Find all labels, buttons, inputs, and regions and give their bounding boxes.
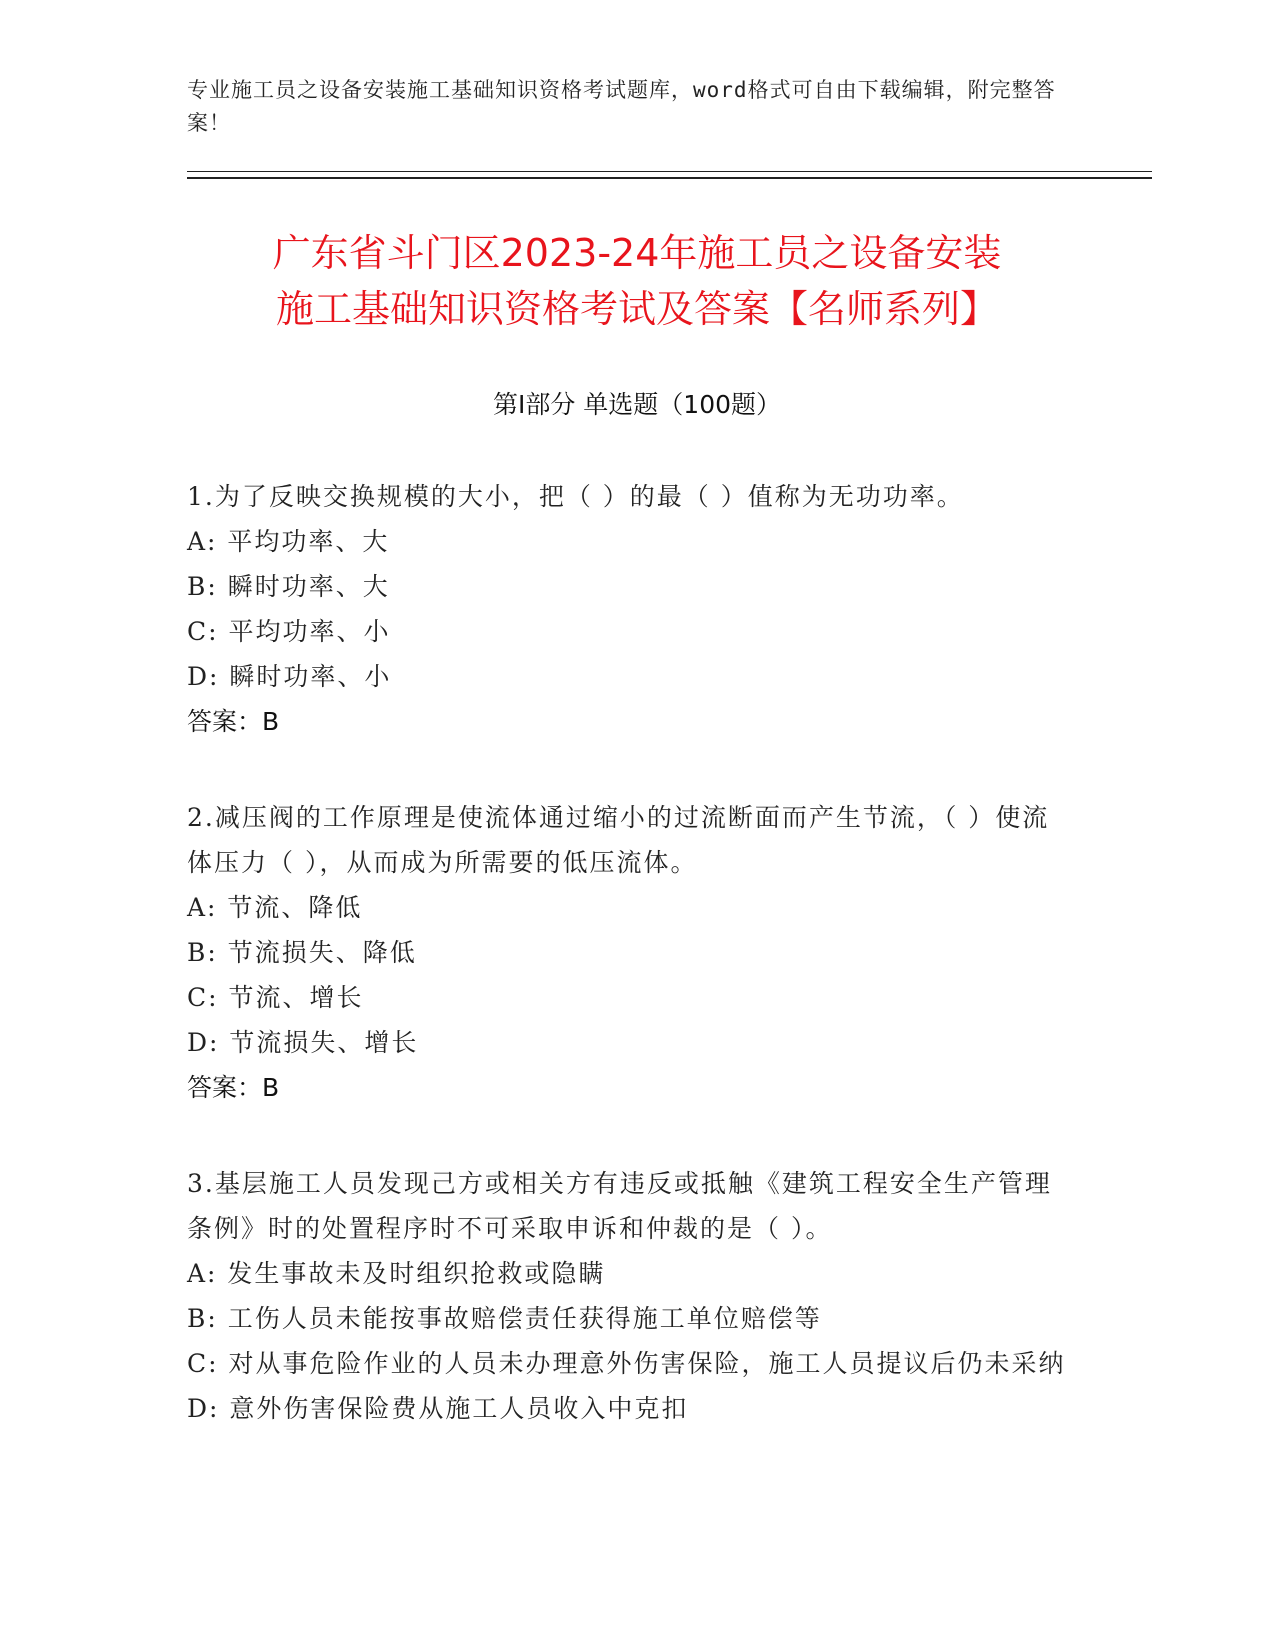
question-2 (187, 795, 1067, 1110)
section-title: 第Ⅰ部分 单选题（100题） (492, 390, 782, 419)
header-note: 专业施工员之设备安装施工基础知识资格考试题库，word格式可自由下载编辑，附完整答案！ (187, 78, 1056, 135)
option-a: A: 发生事故未及时组织抢救或隐瞒 (187, 1259, 606, 1288)
document-title (187, 225, 1087, 337)
option-c: C: 节流、增长 (187, 983, 364, 1012)
option-d: D: 意外伤害保险费从施工人员收入中克扣 (187, 1394, 689, 1423)
header-divider-thick (187, 177, 1152, 179)
question-stem: 1.为了反映交换规模的大小，把（ ）的最（ ）值称为无功功率。 (187, 482, 964, 511)
option-d: D: 节流损失、增长 (187, 1028, 419, 1057)
question-3 (187, 1161, 1067, 1431)
document-title-line-1: 广东省斗门区2023-24年施工员之设备安装 (272, 231, 1002, 275)
option-b: B: 瞬时功率、大 (187, 572, 390, 601)
question-stem: 2.减压阀的工作原理是使流体通过缩小的过流断面而产生节流，（ ）使流体压力（ ），从而成为所需要的低压流体。 (187, 803, 1050, 877)
option-d: D: 瞬时功率、小 (187, 662, 392, 691)
question-1 (187, 474, 1067, 744)
option-c: C: 对从事危险作业的人员未办理意外伤害保险，施工人员提议后仍未采纳 (187, 1349, 1066, 1378)
option-a: A: 平均功率、大 (187, 527, 390, 556)
option-b: B: 工伤人员未能按事故赔偿责任获得施工单位赔偿等 (187, 1304, 822, 1333)
option-b: B: 节流损失、降低 (187, 938, 417, 967)
question-list (187, 474, 1067, 1482)
header-divider-thin (187, 171, 1152, 172)
question-stem: 3.基层施工人员发现己方或相关方有违反或抵触《建筑工程安全生产管理条例》时的处置程序时不可采取申诉和仲裁的是（ ）。 (187, 1169, 1052, 1243)
option-a: A: 节流、降低 (187, 893, 363, 922)
question-answer: 答案：B (187, 1073, 280, 1102)
question-answer: 答案：B (187, 707, 280, 736)
option-c: C: 平均功率、小 (187, 617, 391, 646)
document-title-line-2: 施工基础知识资格考试及答案【名师系列】 (275, 287, 998, 331)
